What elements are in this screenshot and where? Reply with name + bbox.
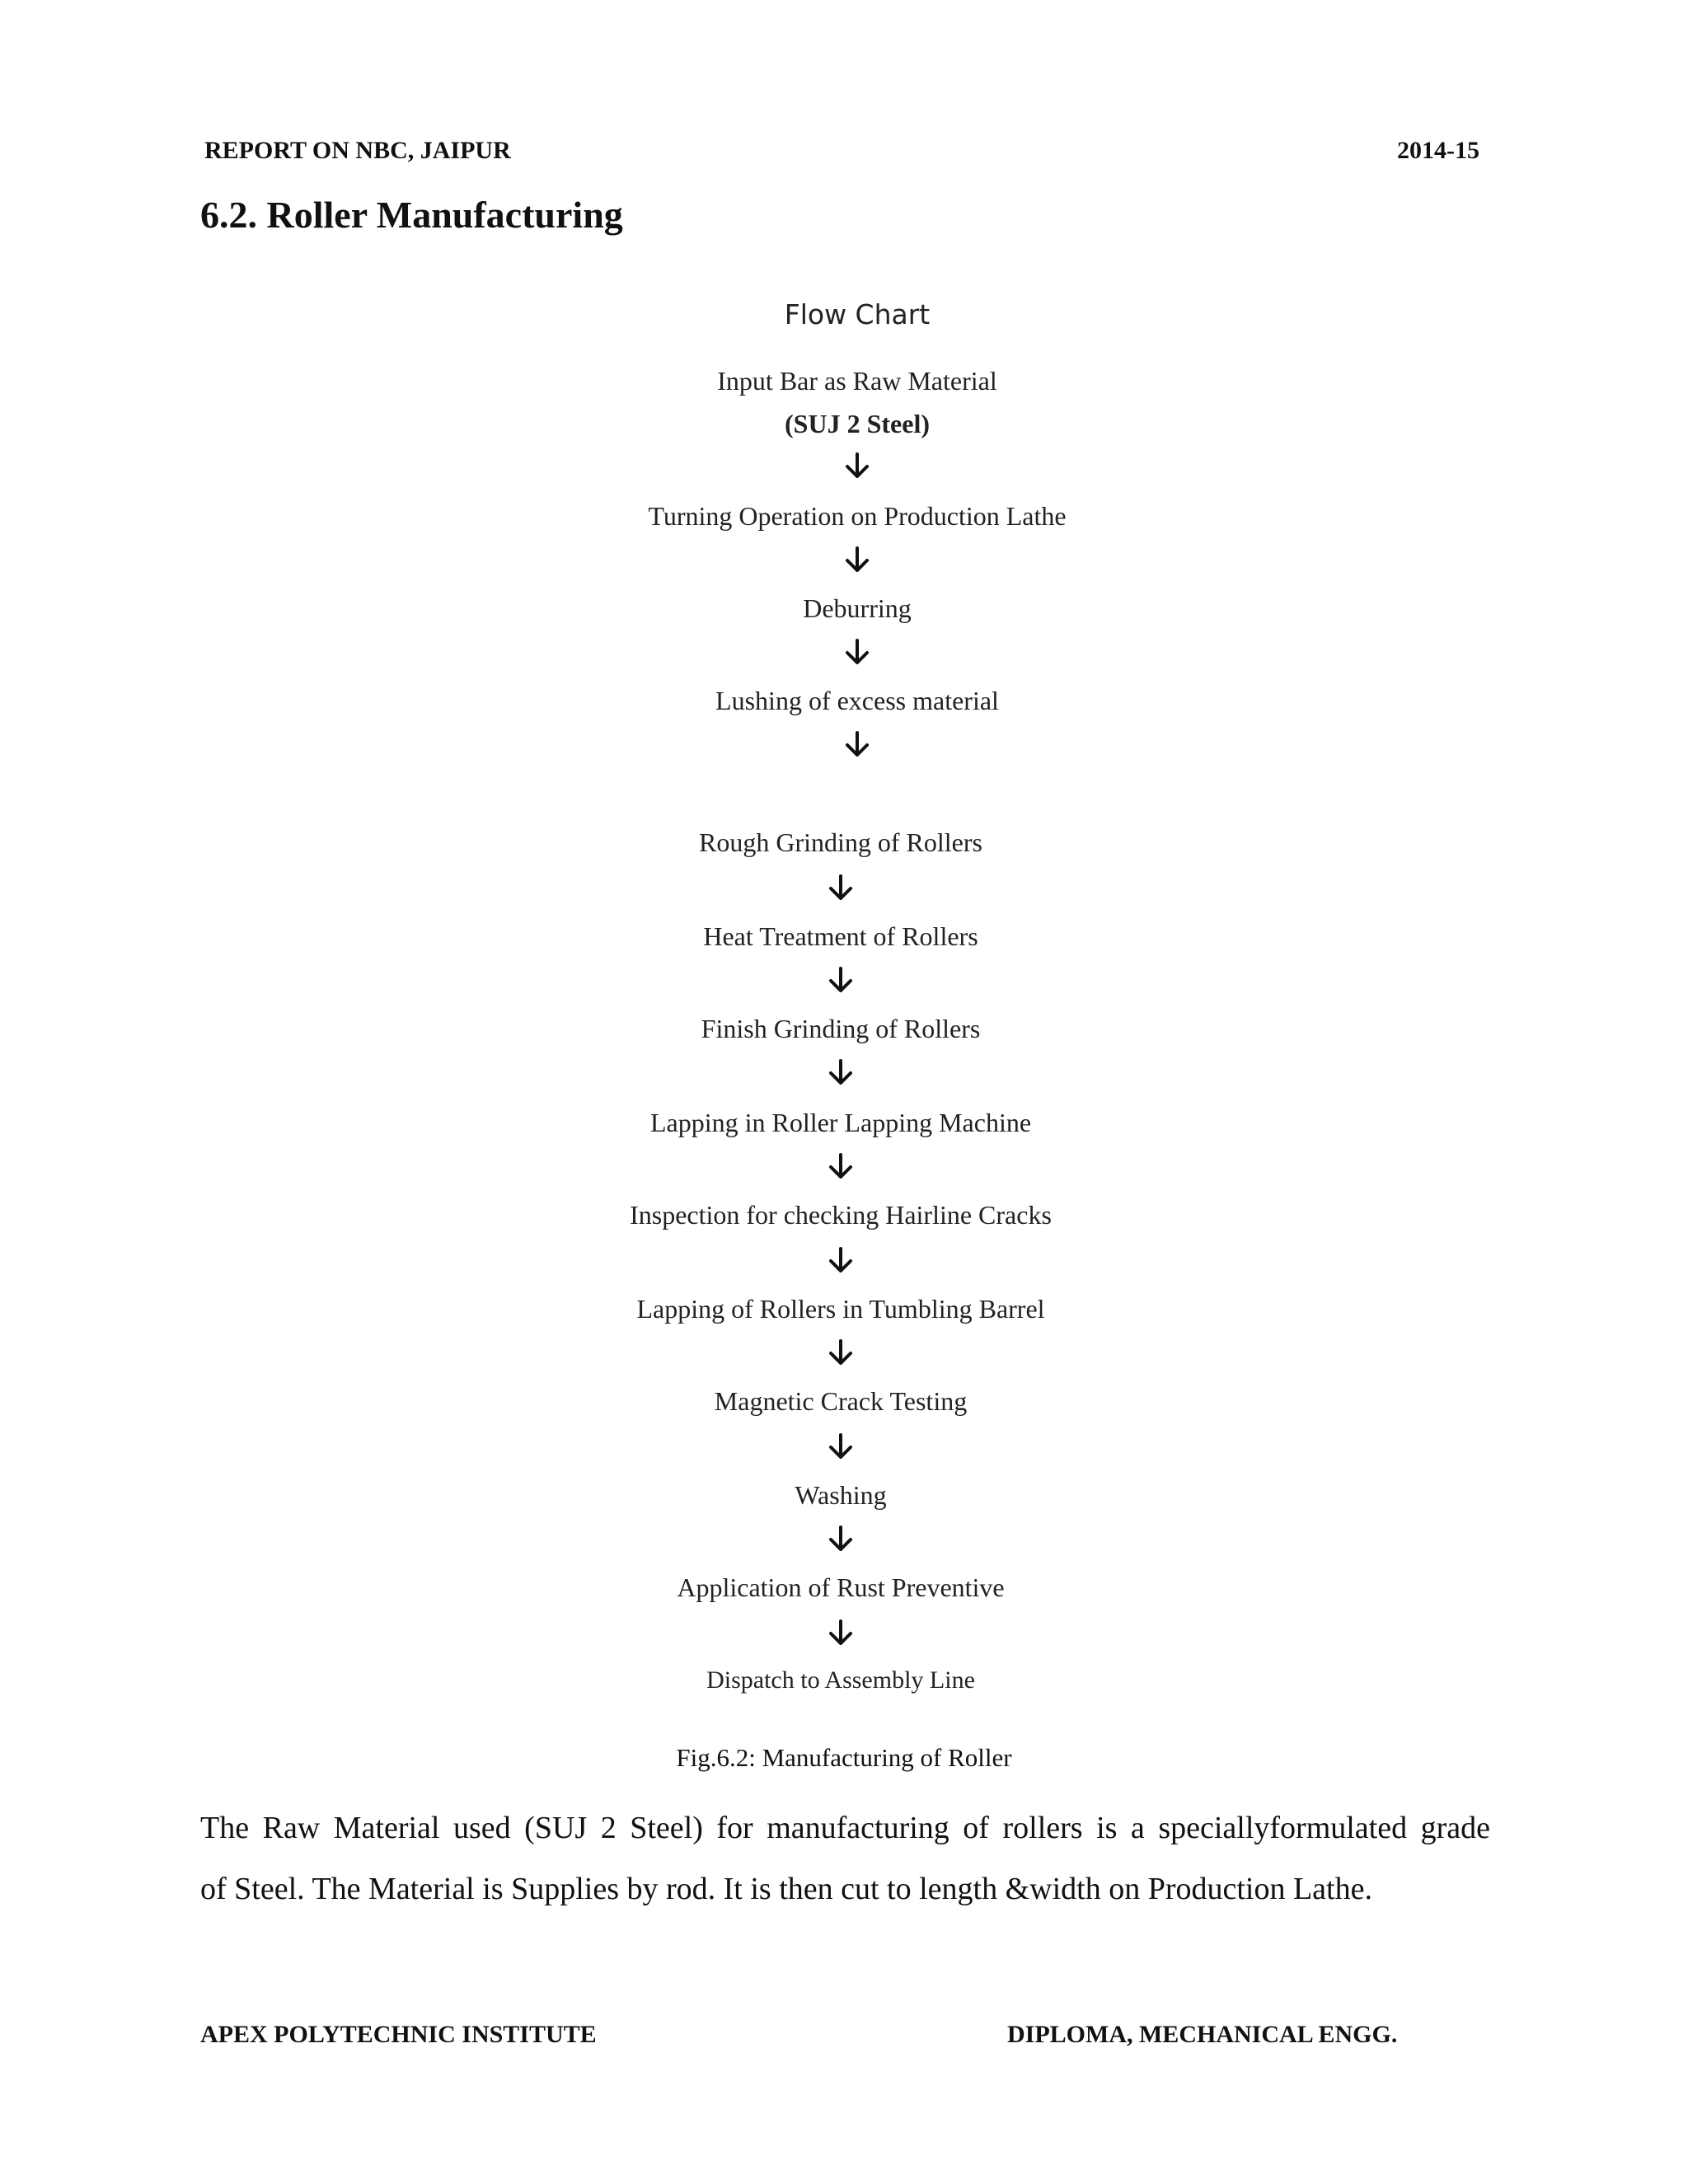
flow-step: Dispatch to Assembly Line bbox=[706, 1666, 975, 1694]
footer-left: APEX POLYTECHNIC INSTITUTE bbox=[200, 2021, 597, 2048]
flow-step: Lapping of Rollers in Tumbling Barrel bbox=[636, 1294, 1045, 1324]
down-arrow-icon bbox=[843, 730, 871, 758]
down-arrow-icon bbox=[843, 638, 871, 666]
flow-step: Rough Grinding of Rollers bbox=[699, 827, 982, 857]
down-arrow-icon bbox=[827, 1152, 855, 1180]
down-arrow-icon bbox=[827, 1432, 855, 1460]
paragraph-line: The Raw Material used (SUJ 2 Steel) for manufacturing of rollers is a speciallyformulated grade bbox=[200, 1811, 1490, 1845]
down-arrow-icon bbox=[827, 874, 855, 902]
down-arrow-icon bbox=[843, 546, 871, 574]
down-arrow-icon bbox=[827, 1338, 855, 1366]
flow-step: Magnetic Crack Testing bbox=[714, 1386, 968, 1416]
header-right: 2014-15 bbox=[1397, 137, 1479, 164]
section-title: 6.2. Roller Manufacturing bbox=[200, 194, 623, 236]
down-arrow-icon bbox=[827, 1619, 855, 1647]
flow-step: Turning Operation on Production Lathe bbox=[648, 501, 1067, 531]
flow-step: Inspection for checking Hairline Cracks bbox=[630, 1200, 1052, 1230]
down-arrow-icon bbox=[843, 452, 871, 480]
flow-step: Application of Rust Preventive bbox=[677, 1572, 1005, 1602]
down-arrow-icon bbox=[827, 1058, 855, 1086]
paragraph-line: of Steel. The Material is Supplies by rod. It is then cut to length &width on Production Lathe. bbox=[200, 1872, 1372, 1906]
flow-step: (SUJ 2 Steel) bbox=[785, 409, 930, 438]
flow-step: Heat Treatment of Rollers bbox=[703, 921, 978, 951]
flow-step: Lushing of excess material bbox=[715, 686, 999, 715]
flow-step: Deburring bbox=[803, 593, 912, 623]
flow-step: Input Bar as Raw Material bbox=[717, 366, 997, 396]
flow-chart-title: Flow Chart bbox=[784, 298, 931, 330]
down-arrow-icon bbox=[827, 966, 855, 994]
down-arrow-icon bbox=[827, 1525, 855, 1553]
header-left: REPORT ON NBC, JAIPUR bbox=[204, 137, 511, 164]
flow-step: Lapping in Roller Lapping Machine bbox=[649, 1108, 1032, 1137]
figure-caption: Fig.6.2: Manufacturing of Roller bbox=[676, 1743, 1012, 1772]
flow-step: Washing bbox=[795, 1480, 887, 1510]
flow-chart bbox=[577, 290, 1137, 1708]
flow-step: Finish Grinding of Rollers bbox=[701, 1014, 981, 1043]
footer-right: DIPLOMA, MECHANICAL ENGG. bbox=[1007, 2021, 1398, 2048]
down-arrow-icon bbox=[827, 1246, 855, 1274]
